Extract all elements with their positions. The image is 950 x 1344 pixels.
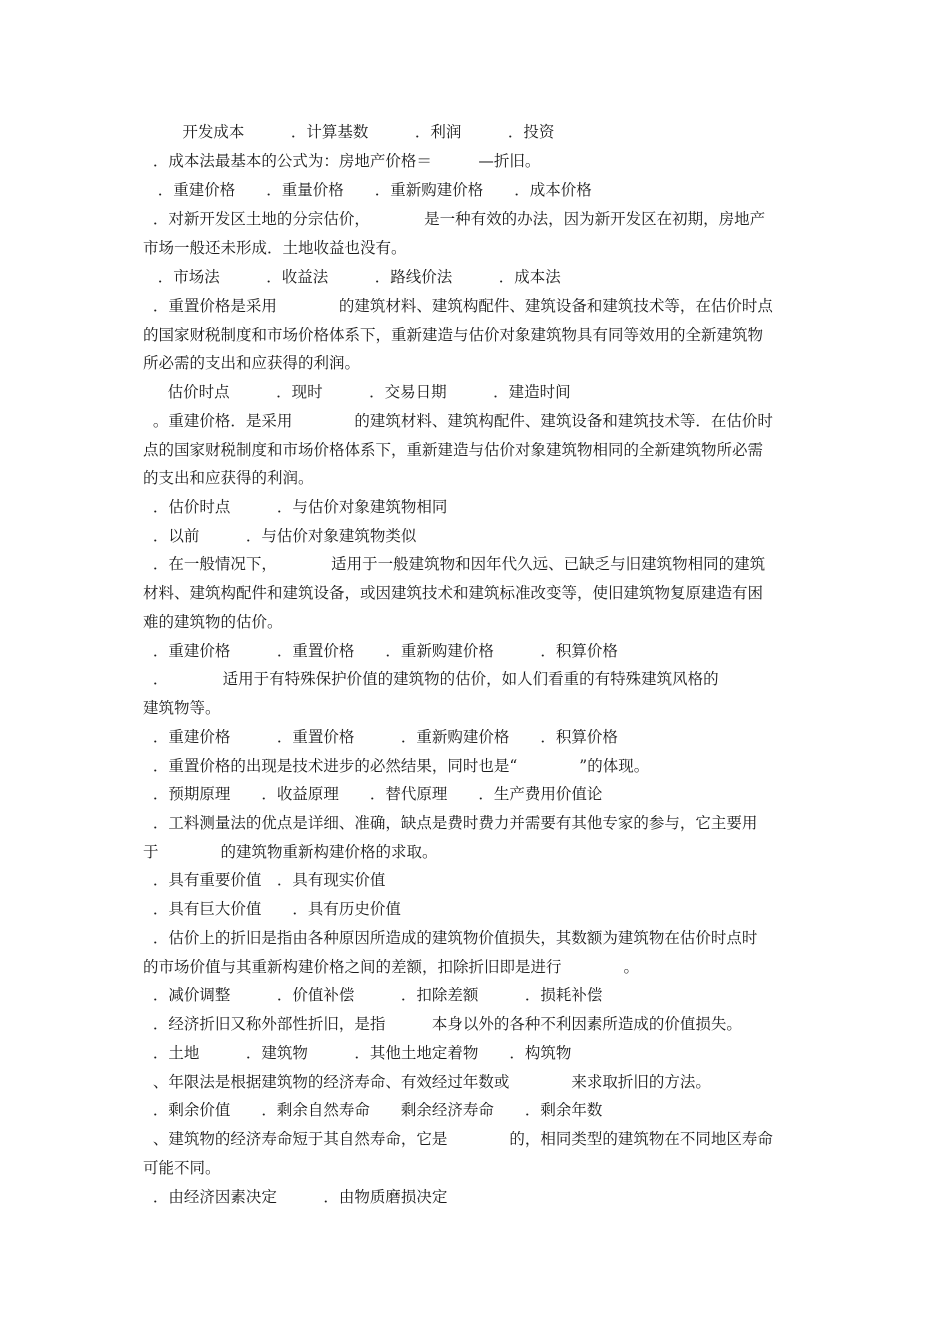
- option-line: ．市场法 ．收益法 ．路线价法 ．成本法: [143, 268, 561, 286]
- option-line: 估价时点 ．现时 ．交易日期 ．建造时间: [143, 383, 571, 401]
- question-line: 的国家财税制度和市场价格体系下，重新建造与估价对象建筑物具有同等效用的全新建筑物: [143, 326, 764, 344]
- option-line: ．减价调整 ．价值补偿 ．扣除差额 ．损耗补偿: [143, 986, 603, 1004]
- question-line: ． 适用于有特殊保护价值的建筑物的估价，如人们看重的有特殊建筑风格的: [143, 670, 719, 688]
- option-line: ．重建价格 ．重量价格 ．重新购建价格 ．成本价格: [143, 181, 592, 199]
- option-line: ．由经济因素决定 ．由物质磨损决定: [143, 1188, 448, 1206]
- question-line: 的市场价值与其重新构建价格之间的差额，扣除折旧即是进行 。: [143, 958, 640, 976]
- question-line: 可能不同。: [143, 1159, 221, 1177]
- option-line: 开发成本 ．计算基数 ．利润 ．投资: [143, 123, 555, 141]
- question-line: 点的国家财税制度和市场价格体系下，重新建造与估价对象建筑物相同的全新建筑物所必需: [143, 441, 764, 459]
- question-line: ．成本法最基本的公式为：房地产价格＝ —折旧。: [143, 152, 541, 170]
- question-line: 、建筑物的经济寿命短于其自然寿命，它是 的，相同类型的建筑物在不同地区寿命: [143, 1130, 773, 1148]
- option-line: ．剩余价值 ．剩余自然寿命 剩余经济寿命 ．剩余年数: [143, 1101, 603, 1119]
- question-line: 。重建价格．是采用 的建筑材料、建筑构配件、建筑设备和建筑技术等．在估价时: [143, 412, 773, 430]
- question-line: 建筑物等。: [143, 699, 221, 717]
- question-line: ．经济折旧又称外部性折旧，是指 本身以外的各种不利因素所造成的价值损失。: [143, 1015, 742, 1033]
- option-line: ．估价时点 ．与估价对象建筑物相同: [143, 498, 448, 516]
- option-line: ．重建价格 ．重置价格 ．重新购建价格 ．积算价格: [143, 728, 618, 746]
- question-line: ．对新开发区土地的分宗估价， 是一种有效的办法，因为新开发区在初期，房地产: [143, 210, 766, 228]
- question-line: 、年限法是根据建筑物的经济寿命、有效经过年数或 来求取折旧的方法。: [143, 1073, 711, 1091]
- question-line: ．在一般情况下， 适用于一般建筑物和因年代久远、已缺乏与旧建筑物相同的建筑: [143, 555, 766, 573]
- question-line: 的支出和应获得的利润。: [143, 469, 314, 487]
- option-line: ．重建价格 ．重置价格 ．重新购建价格 ．积算价格: [143, 642, 618, 660]
- question-line: 于 的建筑物重新构建价格的求取。: [143, 843, 438, 861]
- question-line: 所必需的支出和应获得的利润。: [143, 354, 361, 372]
- question-line: ．重置价格是采用 的建筑材料、建筑构配件、建筑设备和建筑技术等，在估价时点: [143, 297, 773, 315]
- question-line: ．工料测量法的优点是详细、准确，缺点是费时费力并需要有其他专家的参与，它主要用: [143, 814, 758, 832]
- option-line: ．具有巨大价值 ．具有历史价值: [143, 900, 401, 918]
- option-line: ．以前 ．与估价对象建筑物类似: [143, 527, 417, 545]
- question-line: 难的建筑物的估价。: [143, 613, 283, 631]
- question-line: 市场一般还未形成．土地收益也没有。: [143, 239, 407, 257]
- option-line: ．具有重要价值 ．具有现实价值: [143, 871, 386, 889]
- question-line: ．估价上的折旧是指由各种原因所造成的建筑物价值损失，其数额为建筑物在估价时点时: [143, 929, 758, 947]
- question-line: ．重置价格的出现是技术进步的必然结果，同时也是“ ”的体现。: [143, 757, 650, 775]
- question-line: 材料、建筑构配件和建筑设备，或因建筑技术和建筑标准改变等，使旧建筑物复原建造有困: [143, 584, 764, 602]
- option-line: ．预期原理 ．收益原理 ．替代原理 ．生产费用价值论: [143, 785, 603, 803]
- option-line: ．土地 ．建筑物 ．其他土地定着物 ．构筑物: [143, 1044, 572, 1062]
